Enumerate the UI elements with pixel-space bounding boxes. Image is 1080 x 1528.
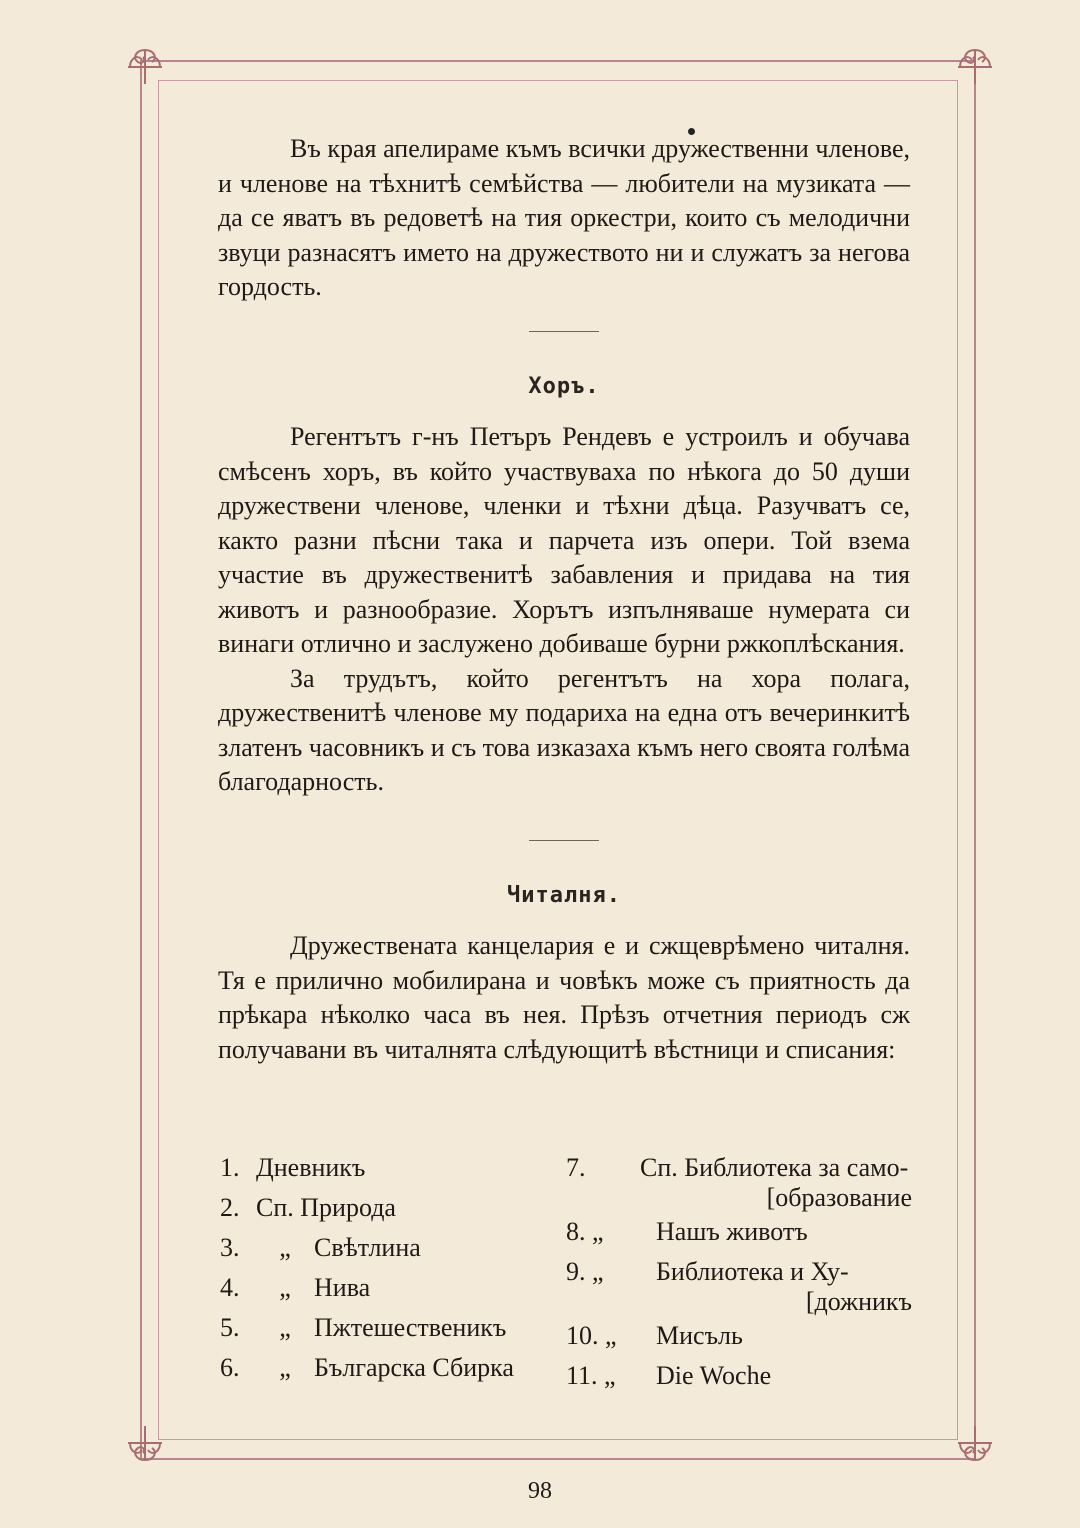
page-content [218, 132, 910, 1067]
list-item: 1. Дневникъ [220, 1153, 366, 1182]
list-item: 9. „ Библиотека и Ху- [дожникъ [566, 1257, 912, 1316]
section-heading-reading-room: Читалня. [507, 882, 621, 908]
corner-ornament-icon [952, 44, 998, 90]
list-item: 2. Сп. Природа [220, 1193, 396, 1222]
list-item: 8. „ Нашъ животъ [566, 1217, 808, 1246]
list-item: 11. „ Die Woche [566, 1361, 772, 1390]
list-item: 4. „ Нива [220, 1273, 371, 1302]
list-item: 6. „ Българска Сбирка [220, 1353, 514, 1382]
page-number: 98 [528, 1478, 552, 1504]
corner-ornament-icon [122, 1420, 168, 1466]
list-item: 7. Сп. Библиотека за само- [образование [566, 1153, 912, 1212]
corner-ornament-icon [952, 1420, 998, 1466]
paragraph: Дружествената канцелария е и сжщеврѣмено читалня. Тя е прилично мобилирана и човѣкъ може съ приятность да прѣкара нѣколко часа въ нея. Прѣзъ отчетния периодъ сж получавани въ читалнята слѣдующитѣ вѣстници и списания: [218, 931, 910, 1064]
section-heading-choir: Хоръ. [528, 373, 600, 399]
periodicals-list-left [220, 1148, 560, 1388]
corner-ornament-icon [122, 44, 168, 90]
list-item: 3. „ Свѣтлина [220, 1233, 421, 1262]
list-item: 10. „ Мисъль [566, 1321, 743, 1350]
section-divider [529, 331, 599, 332]
section-divider [529, 840, 599, 841]
paragraph: Въ края апелираме къмъ всички дружественни членове, и членове на тѣхнитѣ семѣйства — любители на музиката — да се яватъ въ редоветѣ на тия оркестри, които съ мелодични звуци разнасятъ името на дружеството ни и служатъ за негова гордость. [218, 134, 910, 301]
paragraph: За трудътъ, който регентътъ на хора полага, дружественитѣ членове му подариха на една отъ вечеринкитѣ златенъ часовникъ и съ това изказаха къмъ него своята голѣма благодарность. [218, 663, 910, 796]
list-item: 5. „ Пжтешественикъ [220, 1313, 507, 1342]
periodicals-list-right [566, 1148, 912, 1396]
paragraph: Регентътъ г-нъ Петъръ Рендевъ е устроилъ и обучава смѣсенъ хоръ, въ който участвуваха по нѣкога до 50 души дружествени членове, членки и тѣхни дѣца. Разучватъ се, както разни пѣсни така и парчета изъ опери. Той взема участие въ дружественитѣ забавления и придава на тия животъ и разнообразие. Хорътъ изпълняваше нумерата си винаги отлично и заслужено добиваше бурни ржкоплѣскания. [218, 422, 910, 658]
